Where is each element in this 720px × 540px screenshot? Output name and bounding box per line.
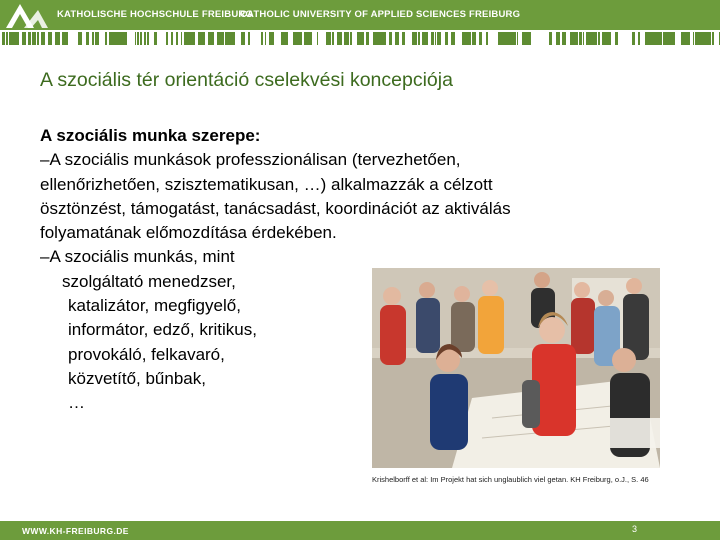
group-workshop-photo — [372, 268, 660, 468]
role-item: katalizátor, megfigyelő, — [68, 296, 241, 316]
header-bar — [0, 0, 720, 30]
institution-name-de: KATHOLISCHE HOCHSCHULE FREIBURG — [57, 9, 254, 20]
photo-caption: Krishelborff et al: Im Projekt hat sich unglaublich viel getan. KH Freiburg, o.J., S. 46 — [372, 475, 649, 484]
footer-bar — [0, 521, 720, 540]
bullet1-line: folyamatának előmozdítása érdekében. — [40, 223, 337, 243]
institution-name-en: CATHOLIC UNIVERSITY OF APPLIED SCIENCES FREIBURG — [240, 9, 521, 20]
role-item: provokáló, felkavaró, — [68, 344, 225, 364]
website-url[interactable]: WWW.KH-FREIBURG.DE — [22, 526, 129, 536]
role-item: szolgáltató menedzser, — [62, 271, 236, 291]
bullet2-intro: –A szociális munkás, mint — [40, 247, 235, 267]
bullet1-line: ellenőrizhetően, szisztematikusan, …) alkalmazzák a célzott — [40, 174, 493, 194]
decorative-barcode — [0, 32, 720, 45]
bullet1-line: –A szociális munkások professzionálisan (tervezhetően, — [40, 150, 461, 170]
page-number: 3 — [632, 524, 638, 534]
role-item: informátor, edző, kritikus, — [68, 320, 257, 340]
role-item: közvetítő, bűnbak, — [68, 368, 206, 388]
kh-logo-icon — [4, 2, 50, 28]
bullet1-line: ösztönzést, támogatást, tanácsadást, koordinációt az aktiválás — [40, 198, 511, 218]
subheading: A szociális munka szerepe: — [40, 126, 261, 145]
role-item: … — [68, 393, 85, 413]
slide-title: A szociális tér orientáció cselekvési koncepciója — [40, 69, 453, 91]
